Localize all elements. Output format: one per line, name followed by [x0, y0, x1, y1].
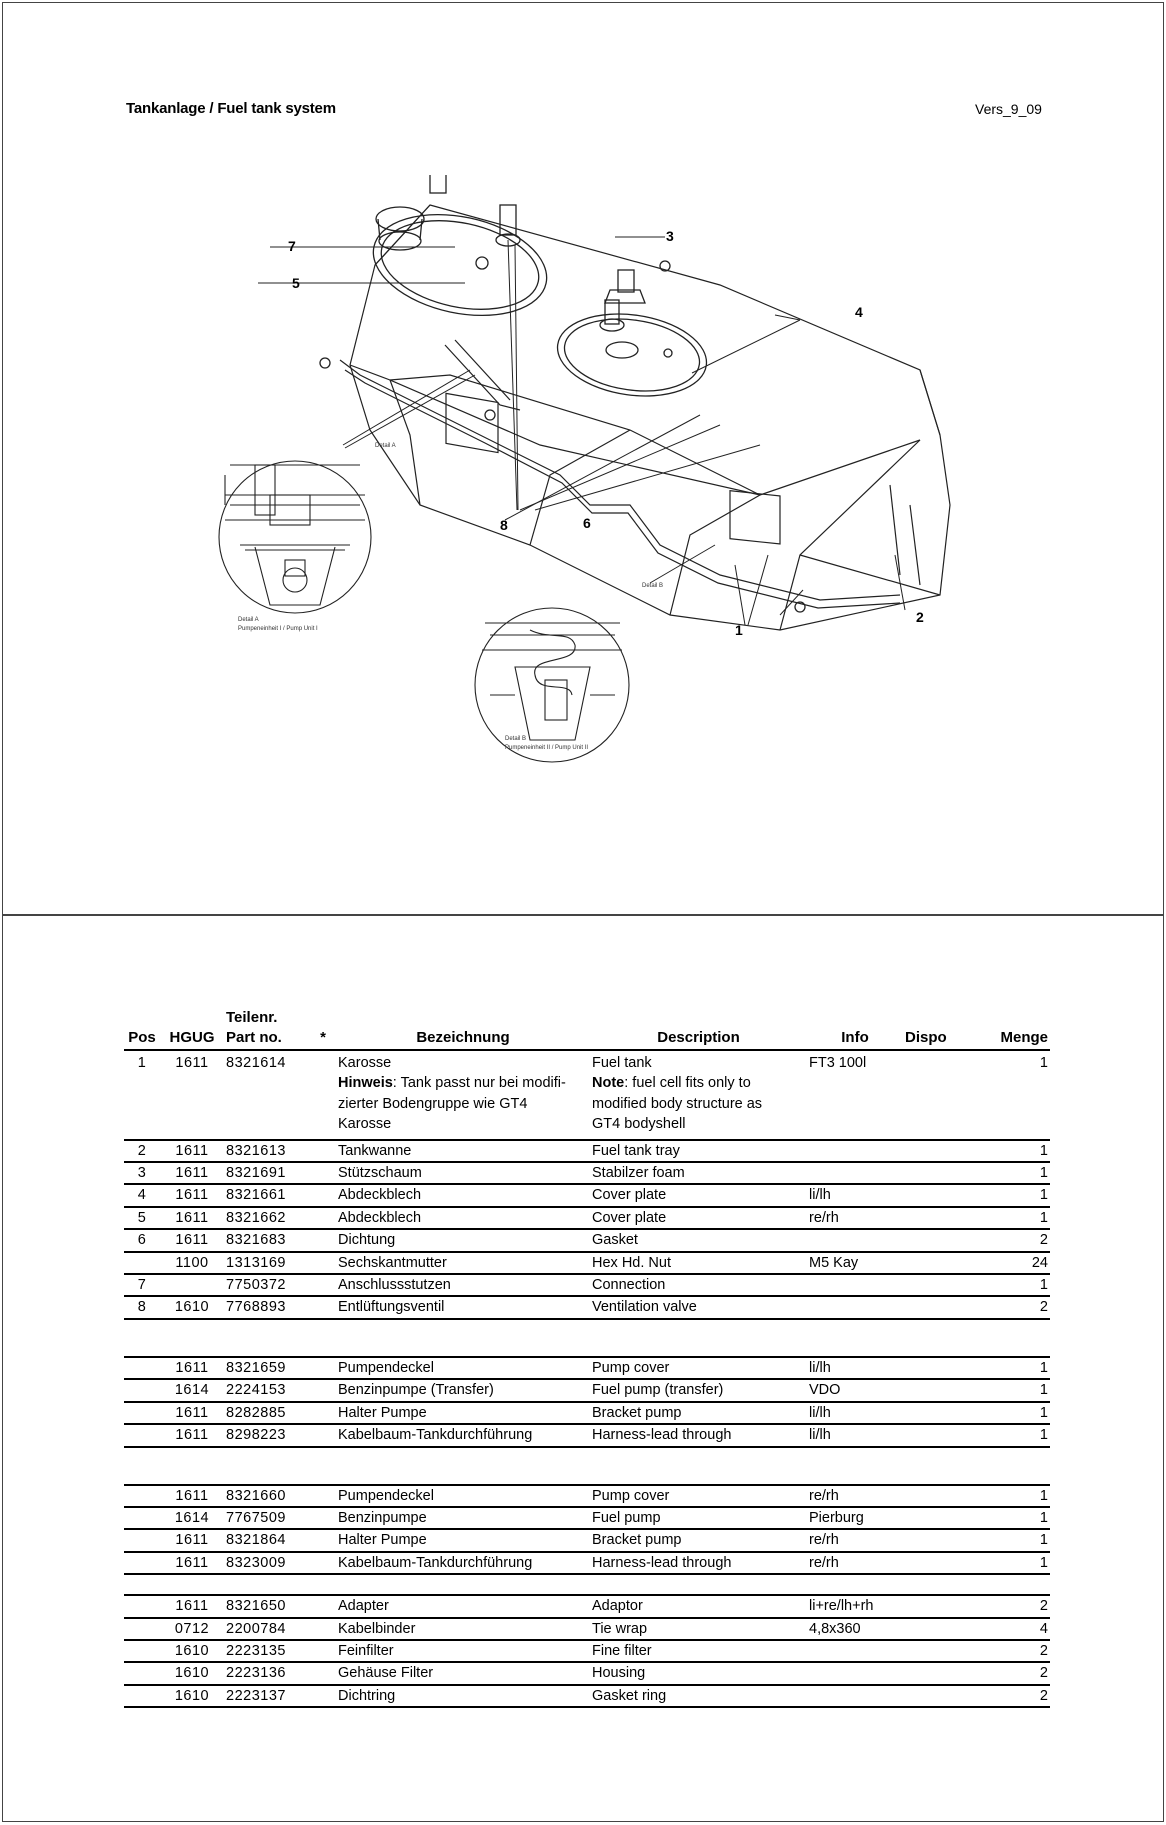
- cell-hgug: 1611: [160, 1552, 224, 1574]
- desc-note: [592, 1073, 805, 1093]
- cell-dispo: [903, 1252, 974, 1274]
- cell-bezeichnung: Tankwanne: [336, 1140, 590, 1162]
- cell-star: [310, 1662, 336, 1684]
- cell-info: li/lh: [807, 1184, 903, 1206]
- cell-pos: [124, 1402, 160, 1424]
- cell-star: [310, 1595, 336, 1617]
- cell-star: [310, 1402, 336, 1424]
- cell-star: [310, 1379, 336, 1401]
- table-row: [124, 1595, 1050, 1617]
- table-row: [124, 1229, 1050, 1251]
- table-row: [124, 1379, 1050, 1401]
- note-text: : Tank passt nur bei modifi-: [392, 1075, 566, 1092]
- header-row-top: [124, 1008, 1050, 1028]
- cell-star: [310, 1424, 336, 1446]
- cell-bezeichnung: Adapter: [336, 1595, 590, 1617]
- cell-dispo: [903, 1424, 974, 1446]
- cell-bezeichnung: Halter Pumpe: [336, 1402, 590, 1424]
- cell-pos: [124, 1685, 160, 1707]
- version-label: Vers_9_09: [975, 101, 1042, 117]
- cell-pos: [124, 1357, 160, 1379]
- parts-list: [124, 1008, 1048, 1708]
- cell-bezeichnung: Kabelbaum-Tankdurchführung: [336, 1424, 590, 1446]
- cell-description: Gasket: [590, 1229, 807, 1251]
- group-separator: [124, 1574, 1050, 1595]
- cell-pos: 5: [124, 1207, 160, 1229]
- cell-description: Fuel tank tray: [590, 1140, 807, 1162]
- cell-dispo: [903, 1552, 974, 1574]
- cell-description: Pump cover: [590, 1485, 807, 1507]
- cell-hgug: 1611: [160, 1162, 224, 1184]
- cell-dispo: [903, 1379, 974, 1401]
- cell-hgug: 1611: [160, 1595, 224, 1617]
- cell-description: Cover plate: [590, 1184, 807, 1206]
- cell-part: 8321613: [224, 1140, 310, 1162]
- cell-qty: 24: [974, 1252, 1050, 1274]
- cell-qty: 2: [974, 1296, 1050, 1318]
- cell-qty: 1: [974, 1140, 1050, 1162]
- cell-hgug: 1610: [160, 1640, 224, 1662]
- cell-hgug: 1611: [160, 1229, 224, 1251]
- cell-qty: 1: [974, 1529, 1050, 1551]
- cell-hgug: 1611: [160, 1529, 224, 1551]
- table-row: [124, 1485, 1050, 1507]
- cell-dispo: [903, 1274, 974, 1296]
- fuel-tank-drawing: [200, 175, 980, 765]
- cell-star: [310, 1485, 336, 1507]
- cell-pos: 6: [124, 1229, 160, 1251]
- cell-info: 4,8x360: [807, 1618, 903, 1640]
- cell-qty: 2: [974, 1229, 1050, 1251]
- cell-bezeichnung: Kabelbaum-Tankdurchführung: [336, 1552, 590, 1574]
- cell-pos: [124, 1595, 160, 1617]
- detail-b-caption: Detail B: [505, 736, 527, 742]
- separator-cell: [124, 1574, 1050, 1595]
- cell-description: Stabilzer foam: [590, 1162, 807, 1184]
- cell-hgug: 1611: [160, 1207, 224, 1229]
- cell-hgug: 1610: [160, 1662, 224, 1684]
- cell-info: [807, 1662, 903, 1684]
- cell-pos: [124, 1640, 160, 1662]
- cell-bezeichnung: Feinfilter: [336, 1640, 590, 1662]
- cell-bezeichnung: Stützschaum: [336, 1162, 590, 1184]
- parts-table: [124, 1008, 1050, 1708]
- cell-description: Pump cover: [590, 1357, 807, 1379]
- cell-dispo: [903, 1529, 974, 1551]
- cell-info: [807, 1140, 903, 1162]
- cell-dispo: [903, 1685, 974, 1707]
- cell-qty: 1: [974, 1162, 1050, 1184]
- description-header: Description: [590, 1028, 807, 1050]
- cell-dispo: [903, 1357, 974, 1379]
- cell-pos: 7: [124, 1274, 160, 1296]
- cell-star: [310, 1252, 336, 1274]
- cell-qty: 1: [974, 1357, 1050, 1379]
- cell-bezeichnung: Abdeckblech: [336, 1207, 590, 1229]
- cell-info: [807, 1162, 903, 1184]
- cell-description: Bracket pump: [590, 1529, 807, 1551]
- cell-pos: [124, 1618, 160, 1640]
- cell-part: 8321691: [224, 1162, 310, 1184]
- cell-pos: [124, 1507, 160, 1529]
- cell-dispo: [903, 1402, 974, 1424]
- note-label: Note: [592, 1075, 625, 1092]
- cell-description: Harness-lead through: [590, 1552, 807, 1574]
- cell-part: 8282885: [224, 1402, 310, 1424]
- cell-qty: 1: [974, 1207, 1050, 1229]
- cell-star: [310, 1296, 336, 1318]
- cell-dispo: [903, 1140, 974, 1162]
- cell-part: 2223136: [224, 1662, 310, 1684]
- cell-part: 8321614: [224, 1050, 310, 1140]
- cell-qty: 1: [974, 1050, 1050, 1140]
- table-row: [124, 1640, 1050, 1662]
- cell-info: [807, 1274, 903, 1296]
- cell-info: re/rh: [807, 1207, 903, 1229]
- cell-star: [310, 1184, 336, 1206]
- cell-hgug: 1611: [160, 1050, 224, 1140]
- cell-info: [807, 1685, 903, 1707]
- cell-part: 8321650: [224, 1595, 310, 1617]
- cell-bezeichnung: Pumpendeckel: [336, 1485, 590, 1507]
- note-label: Hinweis: [338, 1075, 393, 1092]
- cell-part: 8321662: [224, 1207, 310, 1229]
- cell-star: [310, 1529, 336, 1551]
- cell-star: [310, 1685, 336, 1707]
- table-row: [124, 1618, 1050, 1640]
- cell-description: Adaptor: [590, 1595, 807, 1617]
- cell-pos: 3: [124, 1162, 160, 1184]
- cell-star: [310, 1274, 336, 1296]
- cell-qty: 1: [974, 1552, 1050, 1574]
- table-row: [124, 1252, 1050, 1274]
- cell-star: [310, 1207, 336, 1229]
- cell-part: 8321659: [224, 1357, 310, 1379]
- cell-dispo: [903, 1662, 974, 1684]
- cell-description: Housing: [590, 1662, 807, 1684]
- cell-info: [807, 1296, 903, 1318]
- cell-info: re/rh: [807, 1485, 903, 1507]
- cell-info: li/lh: [807, 1402, 903, 1424]
- cell-part: 2223135: [224, 1640, 310, 1662]
- cell-hgug: 1100: [160, 1252, 224, 1274]
- cell-pos: [124, 1424, 160, 1446]
- cell-qty: 1: [974, 1507, 1050, 1529]
- page-title: Tankanlage / Fuel tank system: [126, 100, 336, 117]
- table-row: [124, 1207, 1050, 1229]
- cell-hgug: 1614: [160, 1379, 224, 1401]
- cell-part: 8321660: [224, 1485, 310, 1507]
- group-separator: [124, 1447, 1050, 1485]
- cell-dispo: [903, 1640, 974, 1662]
- cell-dispo: [903, 1595, 974, 1617]
- menge-header: Menge: [974, 1028, 1050, 1050]
- cell-star: [310, 1357, 336, 1379]
- bez-note: [338, 1073, 588, 1093]
- callout-2: 2: [916, 609, 924, 625]
- cell-hgug: 1611: [160, 1184, 224, 1206]
- cell-pos: [124, 1529, 160, 1551]
- cell-bezeichnung: Anschlussstutzen: [336, 1274, 590, 1296]
- cell-pos: 8: [124, 1296, 160, 1318]
- cell-description: Ventilation valve: [590, 1296, 807, 1318]
- cell-qty: 1: [974, 1274, 1050, 1296]
- cell-description: Fuel pump: [590, 1507, 807, 1529]
- callout-4: 4: [855, 304, 863, 320]
- cell-bezeichnung: Kabelbinder: [336, 1618, 590, 1640]
- cell-qty: 1: [974, 1485, 1050, 1507]
- table-row: [124, 1685, 1050, 1707]
- callout-5: 5: [292, 275, 300, 291]
- table-row: [124, 1050, 1050, 1140]
- cell-qty: 2: [974, 1685, 1050, 1707]
- cell-dispo: [903, 1485, 974, 1507]
- cell-bezeichnung: Gehäuse Filter: [336, 1662, 590, 1684]
- cell-part: 7767509: [224, 1507, 310, 1529]
- cell-part: 7768893: [224, 1296, 310, 1318]
- cell-hgug: 1614: [160, 1507, 224, 1529]
- cell-info: [807, 1640, 903, 1662]
- dispo-header: Dispo: [903, 1028, 974, 1050]
- desc-line: modified body structure as: [592, 1095, 763, 1112]
- table-row: [124, 1184, 1050, 1206]
- cell-pos: [124, 1252, 160, 1274]
- bezeichnung-header: Bezeichnung: [336, 1028, 590, 1050]
- callout-3: 3: [666, 228, 674, 244]
- cell-description: Gasket ring: [590, 1685, 807, 1707]
- cell-bezeichnung: Entlüftungsventil: [336, 1296, 590, 1318]
- cell-info: FT3 100l: [807, 1050, 903, 1140]
- cell-dispo: [903, 1296, 974, 1318]
- cell-bezeichnung: Benzinpumpe: [336, 1507, 590, 1529]
- detail-a-caption: Detail A: [238, 617, 259, 623]
- cell-part: 7750372: [224, 1274, 310, 1296]
- cell-description: Cover plate: [590, 1207, 807, 1229]
- detail-a-subcaption: Pumpeneinheit I / Pump Unit I: [238, 626, 318, 632]
- cell-description: Fuel pump (transfer): [590, 1379, 807, 1401]
- cell-star: [310, 1618, 336, 1640]
- cell-info: [807, 1229, 903, 1251]
- cell-pos: 2: [124, 1140, 160, 1162]
- cell-bezeichnung: Pumpendeckel: [336, 1357, 590, 1379]
- cell-qty: 1: [974, 1424, 1050, 1446]
- callout-6: 6: [583, 515, 591, 531]
- cell-part: 8298223: [224, 1424, 310, 1446]
- cell-info: li/lh: [807, 1424, 903, 1446]
- table-row: [124, 1140, 1050, 1162]
- cell-bezeichnung: Dichtung: [336, 1229, 590, 1251]
- pos-header: Pos: [124, 1028, 160, 1050]
- star-header: *: [310, 1028, 336, 1050]
- cell-bezeichnung: [336, 1050, 590, 1140]
- table-row: [124, 1274, 1050, 1296]
- table-row: [124, 1357, 1050, 1379]
- cell-dispo: [903, 1618, 974, 1640]
- cell-part: 8323009: [224, 1552, 310, 1574]
- bez-line: Karosse: [338, 1055, 392, 1071]
- table-row: [124, 1162, 1050, 1184]
- cell-qty: 4: [974, 1618, 1050, 1640]
- separator-cell: [124, 1447, 1050, 1485]
- callout-1: 1: [735, 622, 743, 638]
- cell-hgug: 1610: [160, 1685, 224, 1707]
- cell-info: Pierburg: [807, 1507, 903, 1529]
- detail-a-label: Detail A: [375, 443, 396, 449]
- cell-part: 2224153: [224, 1379, 310, 1401]
- cell-info: li/lh: [807, 1357, 903, 1379]
- cell-star: [310, 1552, 336, 1574]
- cell-qty: 1: [974, 1379, 1050, 1401]
- cell-qty: 2: [974, 1595, 1050, 1617]
- cell-bezeichnung: Dichtring: [336, 1685, 590, 1707]
- cell-dispo: [903, 1162, 974, 1184]
- cell-star: [310, 1229, 336, 1251]
- cell-part: 8321864: [224, 1529, 310, 1551]
- cell-part: 8321661: [224, 1184, 310, 1206]
- note-text: : fuel cell fits only to: [624, 1075, 751, 1092]
- cell-qty: 2: [974, 1640, 1050, 1662]
- cell-hgug: 1611: [160, 1485, 224, 1507]
- cell-hgug: 0712: [160, 1618, 224, 1640]
- callout-8: 8: [500, 517, 508, 533]
- cell-info: re/rh: [807, 1529, 903, 1551]
- cell-qty: 2: [974, 1662, 1050, 1684]
- cell-pos: 1: [124, 1050, 160, 1140]
- table-row: [124, 1402, 1050, 1424]
- cell-hgug: 1610: [160, 1296, 224, 1318]
- cell-pos: [124, 1379, 160, 1401]
- cell-info: M5 Kay: [807, 1252, 903, 1274]
- cell-bezeichnung: Sechskantmutter: [336, 1252, 590, 1274]
- cell-description: Bracket pump: [590, 1402, 807, 1424]
- header-row: [124, 1028, 1050, 1050]
- bez-line: zierter Bodengruppe wie GT4: [338, 1095, 528, 1112]
- group-separator: [124, 1319, 1050, 1357]
- cell-description: Connection: [590, 1274, 807, 1296]
- cell-star: [310, 1050, 336, 1140]
- partno-header: Part no.: [224, 1028, 310, 1050]
- cell-pos: 4: [124, 1184, 160, 1206]
- cell-qty: 1: [974, 1402, 1050, 1424]
- cell-description: Tie wrap: [590, 1618, 807, 1640]
- cell-pos: [124, 1485, 160, 1507]
- bez-line: Karosse: [338, 1116, 392, 1133]
- cell-hgug: 1611: [160, 1357, 224, 1379]
- cell-bezeichnung: Halter Pumpe: [336, 1529, 590, 1551]
- cell-description: Hex Hd. Nut: [590, 1252, 807, 1274]
- table-row: [124, 1507, 1050, 1529]
- cell-dispo: [903, 1184, 974, 1206]
- desc-line: GT4 bodyshell: [592, 1116, 686, 1133]
- cell-description: Fine filter: [590, 1640, 807, 1662]
- cell-part: 2223137: [224, 1685, 310, 1707]
- cell-description: Harness-lead through: [590, 1424, 807, 1446]
- detail-b-subcaption: Pumpeneinheit II / Pump Unit II: [505, 745, 589, 751]
- cell-dispo: [903, 1207, 974, 1229]
- cell-dispo: [903, 1229, 974, 1251]
- cell-hgug: [160, 1274, 224, 1296]
- cell-dispo: [903, 1050, 974, 1140]
- cell-dispo: [903, 1507, 974, 1529]
- cell-bezeichnung: Benzinpumpe (Transfer): [336, 1379, 590, 1401]
- table-row: [124, 1552, 1050, 1574]
- callout-7: 7: [288, 238, 296, 254]
- cell-pos: [124, 1552, 160, 1574]
- partno-de-header: Teilenr.: [226, 1009, 278, 1026]
- cell-info: re/rh: [807, 1552, 903, 1574]
- cell-info: VDO: [807, 1379, 903, 1401]
- cell-hgug: 1611: [160, 1402, 224, 1424]
- cell-pos: [124, 1662, 160, 1684]
- table-row: [124, 1424, 1050, 1446]
- table-row: [124, 1662, 1050, 1684]
- cell-part: 2200784: [224, 1618, 310, 1640]
- cell-star: [310, 1507, 336, 1529]
- separator-cell: [124, 1319, 1050, 1357]
- cell-part: 8321683: [224, 1229, 310, 1251]
- cell-qty: 1: [974, 1184, 1050, 1206]
- desc-line: Fuel tank: [592, 1055, 652, 1071]
- cell-star: [310, 1140, 336, 1162]
- table-row: [124, 1296, 1050, 1318]
- cell-bezeichnung: Abdeckblech: [336, 1184, 590, 1206]
- cell-hgug: 1611: [160, 1424, 224, 1446]
- cell-hgug: 1611: [160, 1140, 224, 1162]
- detail-b-label: Detail B: [642, 583, 664, 589]
- cell-star: [310, 1640, 336, 1662]
- table-row: [124, 1529, 1050, 1551]
- cell-description: [590, 1050, 807, 1140]
- cell-star: [310, 1162, 336, 1184]
- hgug-header: HGUG: [160, 1028, 224, 1050]
- cell-info: li+re/lh+rh: [807, 1595, 903, 1617]
- info-header: Info: [807, 1028, 903, 1050]
- cell-part: 1313169: [224, 1252, 310, 1274]
